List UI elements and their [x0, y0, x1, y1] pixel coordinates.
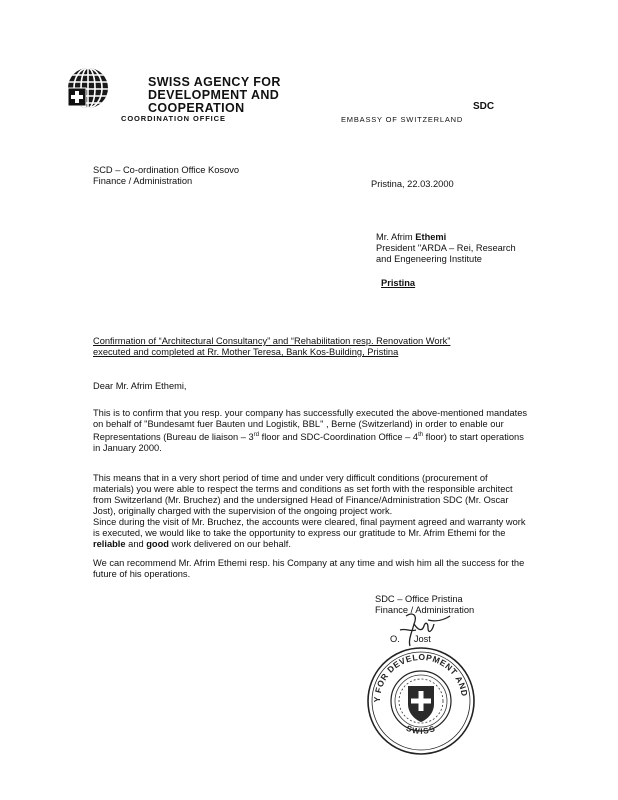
paragraph-1-b: floor and SDC-Coordination Office – 4 — [259, 432, 419, 443]
paragraph-2: This means that in a very short period of time and under very difficult conditions (procurement of materials) you were able to respect the terms and conditions as set forth with the responsible architect from Switzerland (Mr. Bruchez) and the undersigned Head of Finance/Administration SDC (Mr. Oscar Jost), originally charged with the supervision of the ongoing project work. — [93, 473, 513, 517]
paragraph-1-a: This is to confirm that you resp. your company has successfully executed the above-mentioned mandates on behalf of "Bundesamt fuer Bauten und Logistik, BBL" , Berne (Switzerland) in order to enable our Representations (Bureau de liaison – 3 — [93, 408, 528, 443]
recipient-block — [376, 232, 516, 265]
signature-office-line-1: SDC – Office Pristina — [375, 594, 463, 604]
paragraph-1-sup-1: rd — [253, 432, 260, 439]
paragraph-1-sup-2: th — [418, 432, 424, 439]
sender-block — [93, 165, 239, 187]
paragraph-3-a: Since during the visit of Mr. Bruchez, the accounts were cleared, final payment agreed and warranty work is executed, we would like to take the opportunity to express our gratitude to Mr. Afrim Ethemi for the — [93, 517, 526, 539]
stamp-ring-text-bottom: SWISS — [404, 723, 438, 737]
signatory-name — [390, 634, 431, 645]
signatory-surname: Jost — [413, 634, 431, 644]
paragraph-3 — [93, 517, 529, 550]
recipient-surname: Ethemi — [415, 232, 447, 242]
letter-date: Pristina, 22.03.2000 — [371, 179, 454, 189]
sdc-label: SDC — [473, 101, 495, 112]
signatory-initial: O. — [390, 634, 400, 644]
paragraph-3-bold-good: good — [146, 539, 169, 550]
subject-block — [93, 336, 450, 358]
recipient-name — [376, 232, 516, 243]
salutation: Dear Mr. Afrim Ethemi, — [93, 381, 187, 391]
paragraph-3-c: and — [125, 539, 147, 550]
paragraph-1 — [93, 408, 529, 454]
embassy-label: EMBASSY OF SWITZERLAND — [341, 115, 464, 124]
recipient-line-3: and Engeneering Institute — [376, 254, 482, 264]
agency-line-1: SWISS AGENCY FOR — [148, 75, 281, 89]
agency-line-3: COOPERATION — [148, 101, 245, 115]
sender-line-1: SCD – Co-ordination Office Kosovo — [93, 165, 240, 175]
sdc-globe-logo — [66, 66, 110, 110]
subject-line-2: executed and completed at Rr. Mother Teresa, Bank Kos-Building, Pristina — [93, 347, 399, 357]
recipient-line-2: President "ARDA – Rei, Research — [376, 243, 516, 253]
paragraph-3-d: work delivered on our behalf. — [168, 539, 291, 550]
paragraph-4: We can recommend Mr. Afrim Ethemi resp. his Company at any time and wish him all the success for the future of his operations. — [93, 558, 525, 580]
agency-name — [148, 76, 281, 115]
coordination-office-label: COORDINATION OFFICE — [121, 114, 226, 123]
agency-line-2: DEVELOPMENT AND — [148, 88, 280, 102]
signature-office-line-2: Finance / Administration — [375, 605, 475, 615]
recipient-city: Pristina — [381, 278, 416, 288]
sender-line-2: Finance / Administration — [93, 176, 193, 186]
paragraph-1-c: floor) to start operations in January 2000. — [93, 432, 524, 454]
official-stamp — [366, 646, 476, 756]
recipient-name-prefix: Mr. Afrim — [376, 232, 416, 242]
subject-line-1: Confirmation of “Architectural Consultancy” and “Rehabilitation resp. Renovation Work” — [93, 336, 451, 346]
stamp-ring-text-top: Y FOR DEVELOPMENT AND — [371, 651, 470, 703]
paragraph-3-bold-reliable: reliable — [93, 539, 126, 550]
